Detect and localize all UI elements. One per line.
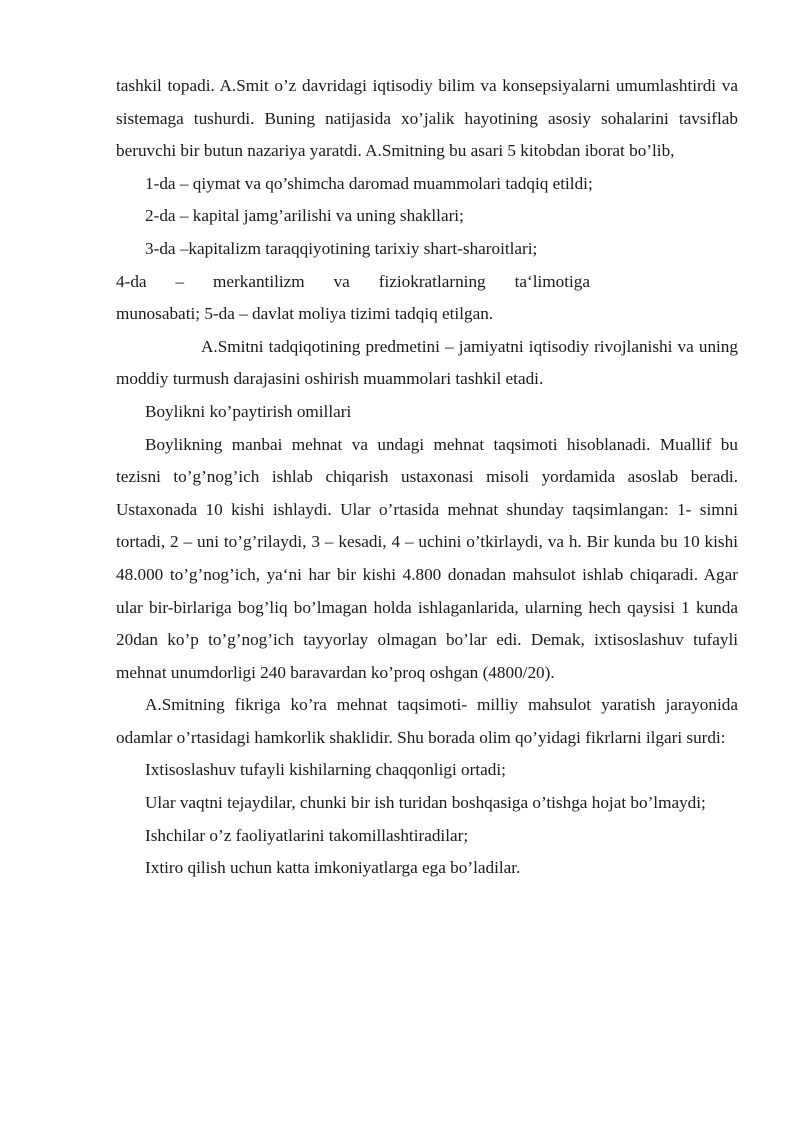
- list-item-book-1: 1-da – qiymat va qo’shimcha daromad muammolari tadqiq etildi;: [145, 173, 593, 193]
- paragraph-pin-factory: Boylikning manbai mehnat va undagi mehnat taqsimoti hisoblanadi. Muallif bu tezisni to’g’nog’ich ishlab chiqarish ustaxonasi misoli yordamida asoslab beradi. Ustaxonada 10 kishi ishlaydi. Ular o’rtasida mehnat shunday taqsimlangan: 1- simni tortadi, 2 – uni to’g’rilaydi, 3 – kesadi, 4 – uchini o’tkirlaydi, va h. Bir kunda bu 10 kishi 48.000 to’g’nog’ich, ya‘ni har bir kishi 4.800 donadan mahsulot ishlab chiqaradi. Agar ular bir-birlariga bog’liq bo’lmagan holda ishlaganlarida, ularning hech qaysisi 1 kunda 20dan ko’p to’g’nog’ich tayyorlay olmagan bo’lar edi. Demak, ixtisoslashuv tufayli mehnat unumdorligi 240 baravardan ko’proq oshgan (4800/20).: [116, 434, 738, 682]
- paragraph-intro: tashkil topadi. A.Smit o’z davridagi iqtisodiy bilim va konsepsiyalarni umumlashtirdi va sistemaga tushurdi. Buning natijasida xo’jalik hayotining asosiy sohalarini tavsiflab beruvchi bir butun nazariya yaratdi. A.Smitning bu asari 5 kitobdan iborat bo’lib,: [116, 76, 738, 161]
- list-item-book-4: 4-da – merkantilizm va fiziokratlarning ta‘limotiga: [116, 271, 590, 291]
- paragraph-division-of-labor: A.Smitning fikriga ko’ra mehnat taqsimoti- milliy mahsulot yaratish jarayonida odamlar o’rtasidagi hamkorlik shaklidir. Shu borada olim qo’yidagi fikrlarni ilgari surdi:: [116, 695, 738, 747]
- list-item-time-saving: Ular vaqtni tejaydilar, chunki bir ish turidan boshqasiga o’tishga hojat bo’lmaydi;: [145, 793, 706, 813]
- section-heading: Boylikni ko’paytirish omillari: [145, 401, 352, 421]
- list-item-book-2: 2-da – kapital jamg’arilishi va uning shakllari;: [145, 206, 464, 226]
- list-item-invention: Ixtiro qilish uchun katta imkoniyatlarga ega bo’ladilar.: [145, 858, 521, 878]
- list-item-dexterity: Ixtisoslashuv tufayli kishilarning chaqqonligi ortadi;: [145, 760, 506, 780]
- list-item-improvement: Ishchilar o’z faoliyatlarini takomillashtiradilar;: [145, 825, 469, 845]
- list-item-book-3: 3-da –kapitalizm taraqqiyotining tarixiy shart-sharoitlari;: [145, 238, 538, 258]
- document-page: [116, 70, 738, 885]
- list-item-book-4-continuation: munosabati; 5-da – davlat moliya tizimi tadqiq etilgan.: [116, 304, 494, 324]
- paragraph-subject: A.Smitni tadqiqotining predmetini – jamiyatni iqtisodiy rivojlanishi va uning moddiy turmush darajasini oshirish muammolari tashkil etadi.: [116, 336, 738, 389]
